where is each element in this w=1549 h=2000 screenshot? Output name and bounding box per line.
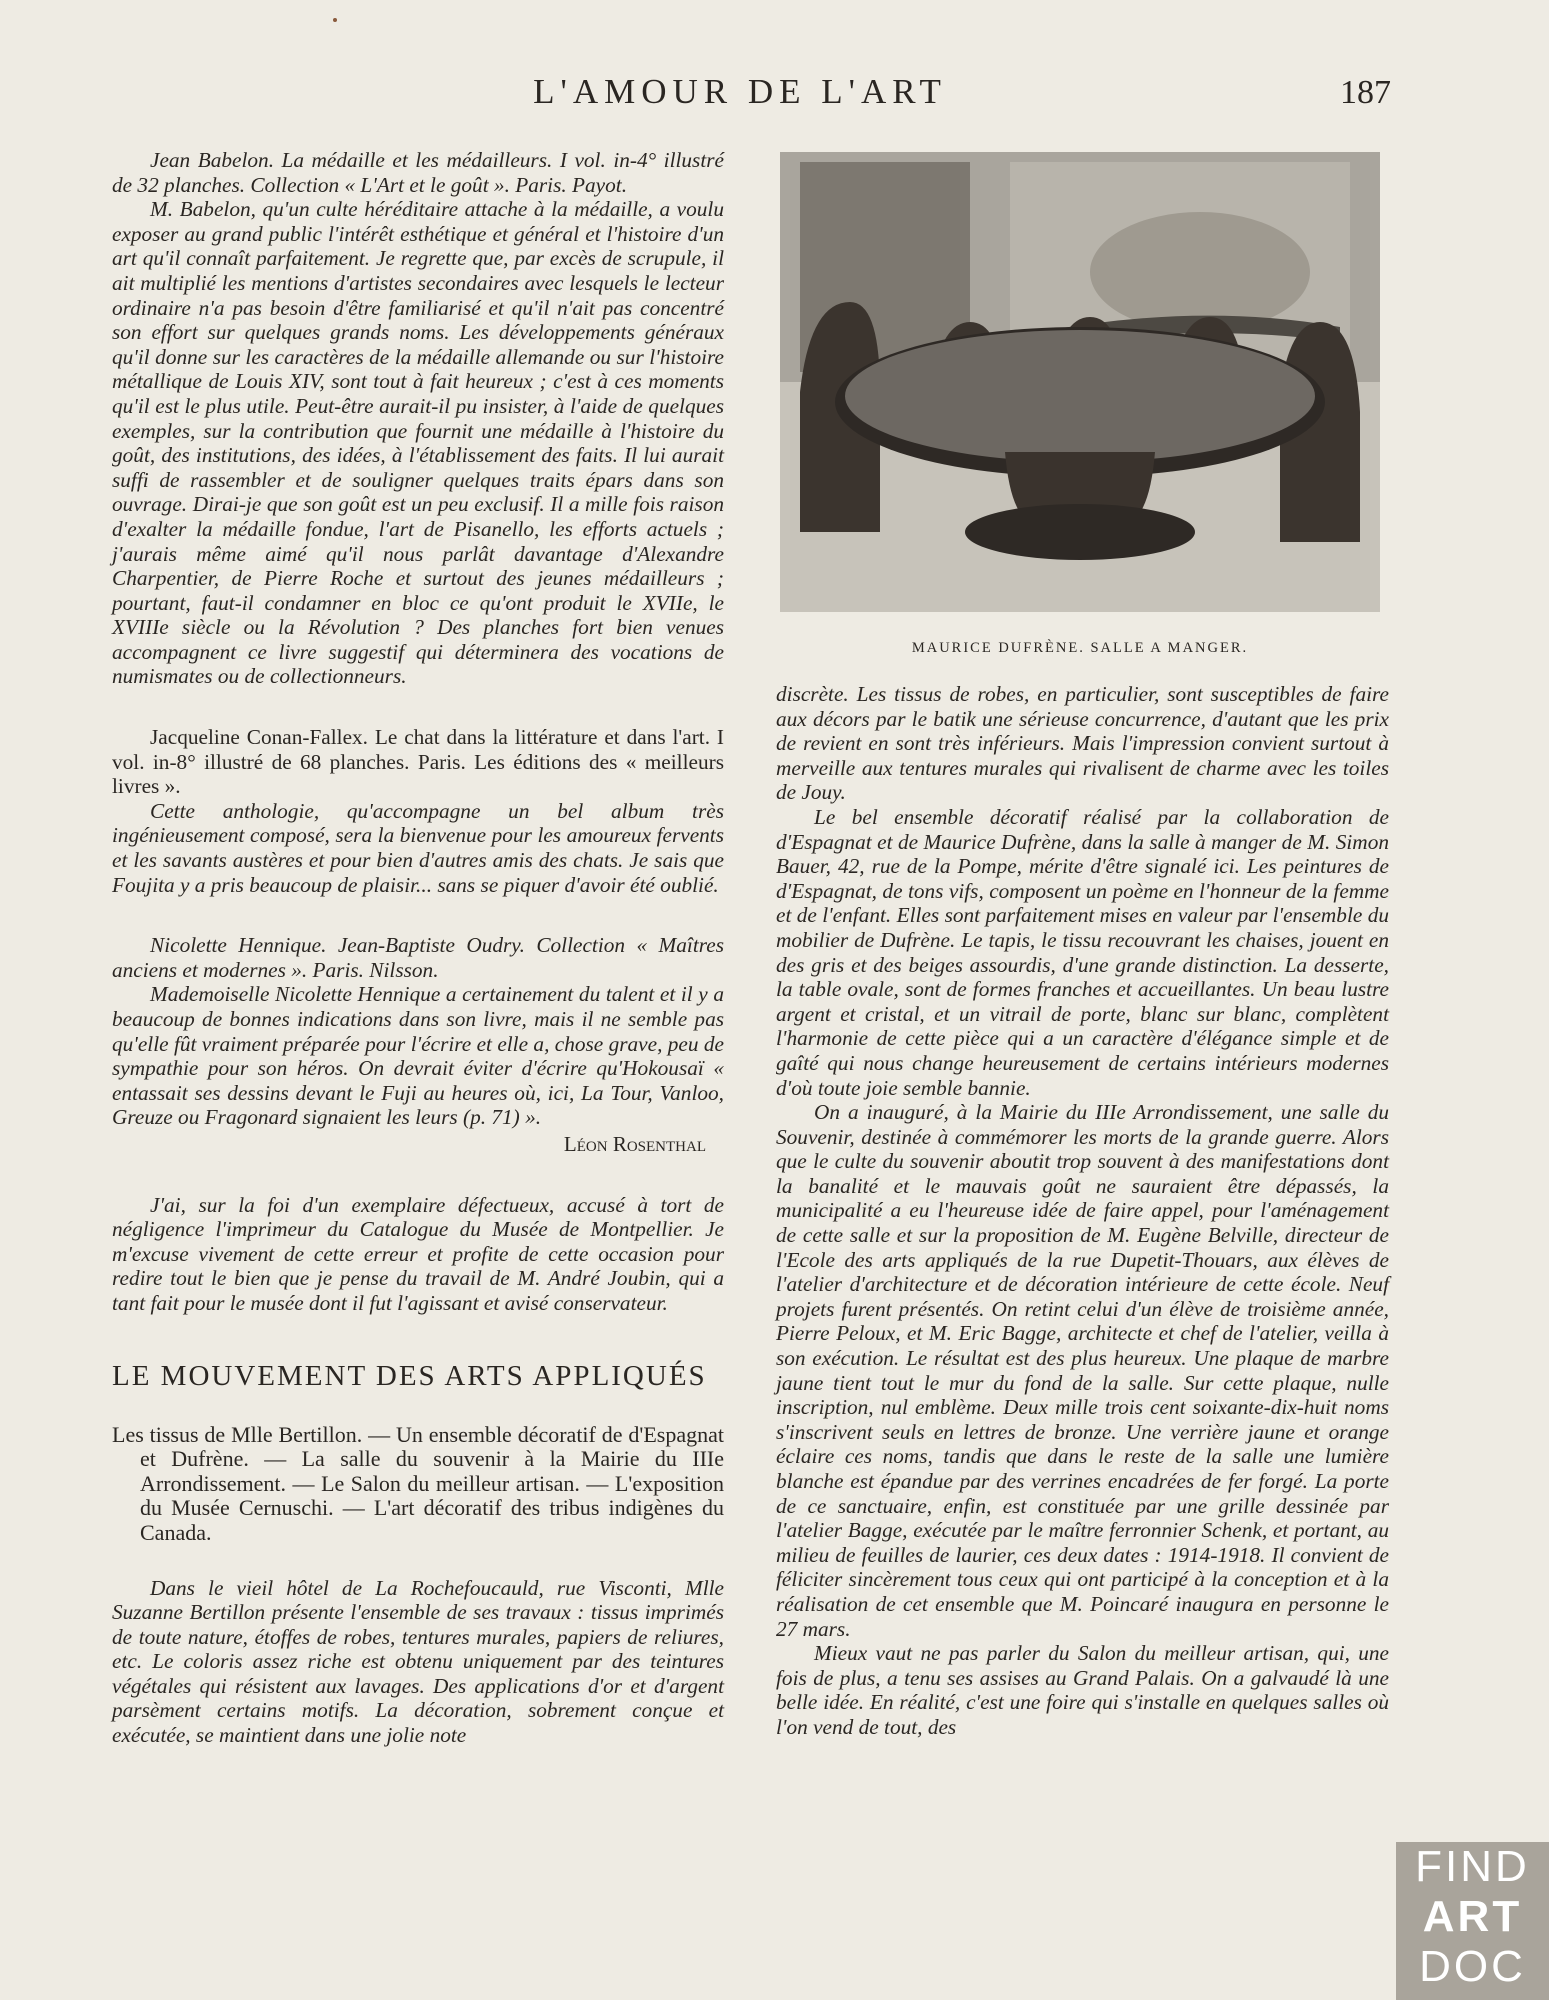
article-bertillon: Dans le vieil hôtel de La Rochefoucauld, rue Visconti, Mlle Suzanne Bertillon présente l'ensemble de ses travaux : tissus imprimés de toute nature, étoffes de robes, tentures murales, papiers de reliures, etc. Le coloris assez riche est obtenu uniquement par des teintures végétales qui résistent aux lavages. Des applications d'or et d'argent parsèment certains motifs. La décoration, sobrement conçue et exécutée, se maintient dans une jolie note — [112, 1575, 724, 1748]
book-reference-conan-fallex: Jacqueline Conan-Fallex. Le chat dans la littérature et dans l'art. I vol. in-8° illustré de 68 planches. Paris. Les éditions des « meilleurs livres ». — [112, 725, 724, 799]
photo-caption: MAURICE DUFRÈNE. SALLE A MANGER. — [911, 640, 1249, 656]
findartdoc-watermark — [1396, 1842, 1549, 2000]
article-espagnat-dufrene: Le bel ensemble décoratif réalisé par la collaboration de d'Espagnat et de Maurice Dufrène, dans la salle à manger de M. Simon Bauer, 42, rue de la Pompe, mérite d'être signalé ici. Les peintures de d'Espagnat, de tons vifs, composent un poème en l'honneur de la femme et de l'enfant. Elles sont parfaitement mises en valeur par l'ensemble du mobilier de Dufrène. Le tapis, le tissu recouvrant les chaises, jouent en des gris et des beiges assourdis, d'une grande distinction. La desserte, la table ovale, sont de formes franches et accueillantes. Un beau lustre argent et cristal, et un vitrail de porte, blanc sur blanc, complètent l'harmonie de cette pièce qui a un caractère d'élégance simple et de gaîté qui nous change heureusement de certains intérieurs modernes d'où toute joie semble bannie. — [776, 804, 1389, 1100]
watermark-line-2: ART — [1422, 1892, 1523, 1941]
article-salle-du-souvenir: On a inauguré, à la Mairie du IIIe Arrondissement, une salle du Souvenir, destinée à commémorer les morts de la grande guerre. Alors que le culte du souvenir aboutit trop souvent à des manifestations dont la banalité et le mauvais goût ne sauraient être dépassés, la municipalité a eu l'heureuse idée de faire appel, pour l'aménagement de cette salle et sur la proposition de M. Eugène Belville, directeur de l'Ecole des arts appliqués de la rue Dupetit-Thouars, aux élèves de l'atelier d'architecture et de décoration intérieure de cette école. Neuf projets furent présentés. On retint celui d'un élève de troisième année, Pierre Peloux, et M. Eric Bagge, architecte et chef de l'atelier, veilla à son exécution. Le résultat est des plus heureux. Une plaque de marbre jaune tient tout le mur du fond de la salle. Sur cette plaque, nulle inscription, nul emblème. Deux mille trois cent soixante-dix-huit noms s'inscrivent seuls en lettres de bronze. Une verrière jaune et orange éclaire ces noms, tandis que dans le reste de la salle une lumière blanche est épandue par des verrines encadrées de fer forgé. La porte de ce sanctuaire, enfin, est constituée par une grille dessinée par l'atelier Bagge, exécutée par le maître ferronnier Schenk, et portant, au milieu de feuilles de laurier, ces deux dates : 1914-1918. Il convient de féliciter sincèrement tous ceux qui ont participé à la conception et à la réalisation de cet ensemble que M. Poincaré inaugura en personne le 27 mars. — [776, 1100, 1389, 1641]
watermark-line-3: DOC — [1419, 1942, 1526, 1991]
article-bertillon-continued: discrète. Les tissus de robes, en particulier, sont susceptibles de faire aux décors par le batik une sérieuse concurrence, d'autant que les prix de revient en sont très inférieurs. Mais l'impression convient surtout à merveille aux tentures murales qui rivalisent de charme avec les toiles de Jouy. — [776, 682, 1389, 805]
page-number: 187 — [1340, 74, 1391, 111]
section-summary: Les tissus de Mlle Bertillon. — Un ensemble décoratif de d'Espagnat et Dufrène. — La salle du souvenir à la Mairie du IIIe Arrondissement. — Le Salon du meilleur artisan. — L'exposition du Musée Cernuschi. — L'art décoratif des tribus indigènes du Canada. — [112, 1421, 724, 1545]
review-hennique: Mademoiselle Nicolette Hennique a certainement du talent et il y a beaucoup de bonnes indications dans son livre, mais il ne semble pas qu'elle fût vraiment préparée pour l'écrire et elle a, chose grave, peu de sympathie pour son héros. On devrait éviter d'écrire qu'Hokousaï « entassait ses dessins devant le Fuji au heures où, ici, La Tour, Vanloo, Greuze ou Fragonard signaient les leurs (p. 71) ». — [112, 982, 724, 1130]
review-conan-fallex: Cette anthologie, qu'accompagne un bel album très ingénieusement composé, sera la bienvenue pour les amoureux fervents et les savants austères et pour bien d'autres amis des chats. Je sais que Foujita y a pris beaucoup de plaisir... sans se piquer d'avoir été oublié. — [112, 798, 724, 897]
author-signature: Léon Rosenthal — [563, 1131, 706, 1156]
erratum-note: J'ai, sur la foi d'un exemplaire défectueux, accusé à tort de négligence l'imprimeur du Catalogue du Musée de Montpellier. Je m'excuse vivement de cette erreur et profite de cette occasion pour redire tout le bien que je pense du travail de M. André Joubin, qui a tant fait pour le musée dont il fut l'agissant et avisé conservateur. — [112, 1192, 724, 1315]
right-column — [776, 682, 1389, 1740]
dining-room-illustration — [780, 152, 1380, 612]
book-reference-babelon: Jean Babelon. La médaille et les médailleurs. I vol. in-4° illustré de 32 planches. Collection « L'Art et le goût ». Paris. Payot. — [112, 148, 724, 197]
ink-speck — [333, 18, 337, 22]
article-salon-meilleur-artisan: Mieux vaut ne pas parler du Salon du meilleur artisan, qui, une fois de plus, a tenu ses assises au Grand Palais. On a galvaudé là une belle idée. En réalité, c'est une foire qui s'installe en quelques salles où l'on vend de tout, des — [776, 1641, 1389, 1739]
watermark-line-1: FIND — [1415, 1842, 1530, 1891]
dining-room-photo — [780, 152, 1380, 612]
left-column — [112, 148, 724, 1748]
section-title: LE MOUVEMENT DES ARTS APPLIQUÉS — [112, 1359, 707, 1392]
book-reference-hennique: Nicolette Hennique. Jean-Baptiste Oudry. Collection « Maîtres anciens et modernes ». Paris. Nilsson. — [112, 933, 724, 982]
running-header: L'AMOUR DE L'ART — [533, 72, 947, 111]
review-babelon: M. Babelon, qu'un culte héréditaire attache à la médaille, a voulu exposer au grand public l'intérêt esthétique et général et l'histoire d'un art qu'il connaît parfaitement. Je regrette que, par excès de scrupule, il ait multiplié les mentions d'artistes secondaires avec lesquels le lecteur ordinaire n'a pas besoin d'être familiarisé et qu'il n'ait pas concentré son effort sur quelques grands noms. Les développements généraux qu'il donne sur les caractères de la médaille allemande ou sur l'histoire métallique de Louis XIV, sont tout à fait heureux ; c'est à ces moments qu'il est le plus utile. Peut-être aurait-il pu insister, à l'aide de quelques exemples, sur la contribution que fournit une médaille à l'histoire du goût, des institutions, des idées, à l'établissement des faits. Il lui aurait suffi de rassembler et de souligner quelques traits épars dans son ouvrage. Dirai-je que son goût est un peu exclusif. Il a mille fois raison d'exalter la médaille fondue, l'art de Pisanello, les efforts actuels ; j'aurais même aimé qu'il nous parlât davantage d'Alexandre Charpentier, de Pierre Roche et surtout des jeunes médailleurs ; pourtant, faut-il condamner en bloc ce qu'ont produit le XVIIe, le XVIIIe siècle ou la Révolution ? Des planches fort bien venues accompagnent ce livre suggestif qui déterminera des vocations de numismates ou de collectionneurs. — [112, 197, 724, 689]
